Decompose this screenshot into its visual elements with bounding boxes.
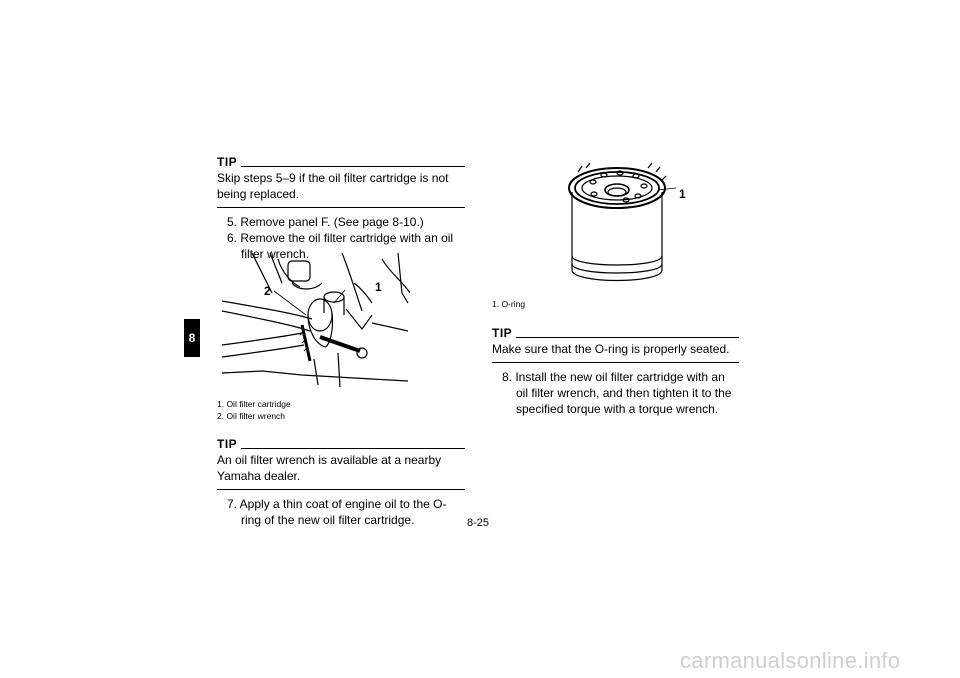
step-8: 8. Install the new oil filter cartridge with an oil filter wrench, and then tighten it to the specified torque with a torque wrench. — [502, 370, 732, 416]
callout-1: 1 — [679, 187, 686, 201]
callout-1: 1 — [375, 280, 382, 294]
caption-item: 2. Oil filter wrench — [217, 411, 286, 421]
step-6: 6. Remove the oil filter cartridge with an oil filter wrench. — [227, 231, 454, 261]
tip-heading — [217, 154, 465, 170]
tip-label: TIP — [492, 326, 513, 340]
tip-text: Skip steps 5–9 if the oil filter cartridge is not being replaced. — [217, 170, 465, 208]
tip-heading — [217, 436, 465, 452]
page-number: 8-25 — [467, 517, 490, 529]
step-5: 5. Remove panel F. (See page 8-10.) — [227, 215, 424, 229]
left-figure-captions — [217, 398, 457, 422]
left-column — [217, 154, 465, 262]
caption-item: 1. Oil filter cartridge — [217, 399, 291, 409]
tip-label: TIP — [217, 155, 238, 169]
oil-filter-cartridge-illustration — [558, 158, 698, 292]
tip-label: TIP — [217, 437, 238, 451]
right-figure-caption: 1. O-ring — [492, 299, 526, 309]
chapter-tab: 8 — [184, 319, 200, 357]
callout-2: 2 — [264, 284, 271, 298]
watermark: carmanualsonline.info — [680, 648, 901, 673]
step-7: 7. Apply a thin coat of engine oil to the O-ring of the new oil filter cartridge. — [227, 497, 447, 527]
left-column-lower — [217, 436, 465, 528]
oil-filter-wrench-illustration — [222, 253, 410, 389]
tip-heading — [492, 325, 739, 341]
right-column — [492, 325, 739, 417]
tip-text: An oil filter wrench is available at a nearby Yamaha dealer. — [217, 452, 465, 490]
tip-text: Make sure that the O-ring is properly seated. — [492, 341, 739, 363]
